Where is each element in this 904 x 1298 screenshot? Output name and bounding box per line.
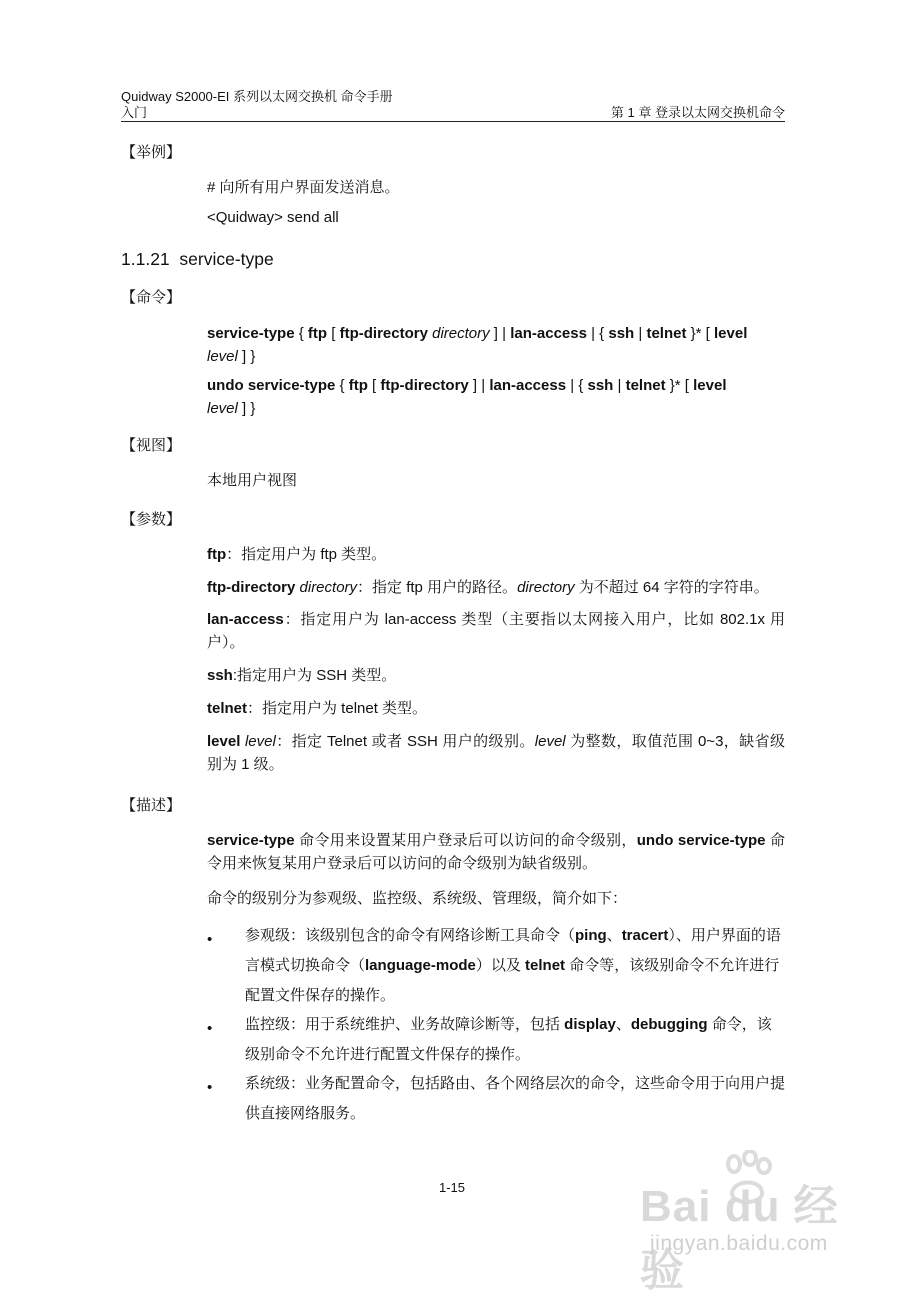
b1-t3: ）、用户界面的语言模式切换命令（	[245, 927, 781, 974]
cmd2-d: [	[367, 377, 381, 394]
cmd2-o: level	[693, 377, 727, 394]
desc-heading: 【描述】	[121, 797, 182, 814]
page-number: 1-15	[438, 1180, 466, 1195]
desc-paragraph-2: 命令的级别分为参观级、监控级、系统级、管理级，简介如下：	[207, 890, 628, 907]
cmd1-p: level	[207, 348, 238, 365]
param-ftpdir-text2: 为不超过 64 字符的字符串。	[574, 579, 769, 596]
b1-t2: 、	[606, 927, 622, 944]
bullet-icon: •	[207, 931, 213, 948]
watermark-logo: Bai du 经验	[640, 1182, 839, 1295]
cmd2-n: }* [	[665, 377, 694, 394]
cmd1-j: | {	[586, 325, 609, 342]
desc-paragraph-1	[207, 829, 785, 875]
header-subtitle: 入门	[121, 105, 148, 120]
cmd2-k: ssh	[587, 377, 614, 394]
b1-t1: 参观级：该级别包含的命令有网络诊断工具命令（	[245, 927, 576, 944]
b1-t4: ）以及	[475, 957, 526, 974]
section-title	[121, 248, 274, 270]
cmd2-l: |	[613, 377, 626, 394]
desc-text2: 命令用来恢复某用户登录后可以访问的命令级别为缺省级别。	[207, 832, 786, 872]
param-ftpdir-text1: ：指定 ftp 用户的路径。	[357, 579, 518, 596]
param-level-text2: 为整数，取值范围 0~3，缺省级别为 1 级。	[207, 733, 786, 773]
b2-t1: 监控级：用于系统维护、业务故障诊断等，包括	[245, 1016, 565, 1033]
cmd1-a: service-type	[207, 325, 295, 342]
cmd1-q: ] }	[237, 348, 256, 365]
command-heading: 【命令】	[121, 289, 182, 306]
param-ftp-text: ：指定用户为 ftp 类型。	[226, 546, 387, 563]
cmd1-b: {	[294, 325, 308, 342]
cmd2-e: ftp-directory	[380, 377, 469, 394]
param-ssh-text: :指定用户为 SSH 类型。	[232, 667, 397, 684]
section-number: 1.1.21	[121, 249, 170, 269]
cmd1-h: ] |	[489, 325, 511, 342]
param-level	[207, 730, 785, 776]
desc-bullet-1	[245, 921, 785, 1011]
cmd1-d: [	[327, 325, 340, 342]
b2-k1: display	[564, 1016, 616, 1033]
cmd1-l: |	[634, 325, 647, 342]
b2-t2: 、	[615, 1016, 631, 1033]
baidu-watermark	[640, 1150, 880, 1295]
param-level-arg: level	[244, 733, 276, 750]
b1-k1: ping	[575, 927, 607, 944]
param-level-key: level	[207, 733, 241, 750]
bullet-icon: •	[207, 1079, 213, 1096]
desc-text1: 命令用来设置某用户登录后可以访问的命令级别，	[294, 832, 637, 849]
cmd2-p: level	[207, 400, 238, 417]
cmd1-n: }* [	[686, 325, 715, 342]
param-ftp-key: ftp	[207, 546, 227, 563]
param-ssh	[207, 664, 785, 687]
b1-k3: language-mode	[365, 957, 476, 974]
bullet-icon: •	[207, 1020, 213, 1037]
desc-key1: service-type	[207, 832, 295, 849]
param-ssh-key: ssh	[207, 667, 233, 684]
cmd1-m: telnet	[646, 325, 687, 342]
watermark-url: jingyan.baidu.com	[650, 1232, 828, 1255]
param-lan-key: lan-access	[207, 611, 284, 628]
param-lan-access	[207, 608, 785, 654]
desc-key2: undo service-type	[636, 832, 766, 849]
param-ftpdir-arg2: directory	[517, 579, 575, 596]
param-telnet-text: ：指定用户为 telnet 类型。	[247, 700, 428, 717]
view-text: 本地用户视图	[207, 472, 298, 489]
param-ftpdir-arg: directory	[299, 579, 358, 596]
b2-t3: 命令，该级别命令不允许进行配置文件保存的操作。	[245, 1016, 772, 1063]
param-ftp-directory	[207, 576, 785, 599]
params-heading: 【参数】	[121, 511, 182, 528]
example-comment: # 向所有用户界面发送消息。	[207, 179, 400, 196]
param-telnet	[207, 697, 785, 720]
cmd2-q: ] }	[237, 400, 256, 417]
cmd1-i: lan-access	[510, 325, 587, 342]
param-level-text1: ：指定 Telnet 或者 SSH 用户的级别。	[275, 733, 535, 750]
cmd2-i: lan-access	[489, 377, 567, 394]
cmd1-e: ftp-directory	[339, 325, 428, 342]
header-title: Quidway S2000-EI 系列以太网交换机 命令手册	[121, 89, 393, 104]
cmd2-j: | {	[566, 377, 588, 394]
desc-bullet-2	[245, 1010, 785, 1070]
b1-t5: 命令等，该级别命令不允许进行配置文件保存的操作。	[245, 957, 780, 1004]
header-chapter: 第 1 章 登录以太网交换机命令	[610, 105, 785, 120]
param-lan-text: ：指定用户为 lan-access 类型（主要指以太网接入用户，比如 802.1x 用户）。	[207, 611, 785, 651]
example-heading: 【举例】	[121, 144, 182, 161]
b2-k2: debugging	[630, 1016, 708, 1033]
header-rule	[121, 121, 785, 122]
param-ftp	[207, 543, 785, 566]
param-ftpdir-key: ftp-directory	[207, 579, 296, 596]
cmd1-k: ssh	[608, 325, 635, 342]
undo-command-syntax	[207, 374, 785, 420]
section-name: service-type	[179, 249, 274, 269]
b1-k2: tracert	[621, 927, 669, 944]
cmd2-a: undo service-type	[207, 377, 336, 394]
cmd1-o: level	[714, 325, 748, 342]
cmd1-g: directory	[432, 325, 490, 342]
cmd2-m: telnet	[625, 377, 666, 394]
cmd2-h: ] |	[468, 377, 490, 394]
param-level-arg2: level	[534, 733, 566, 750]
b1-k4: telnet	[525, 957, 566, 974]
example-command: <Quidway> send all	[207, 209, 339, 226]
view-heading: 【视图】	[121, 437, 182, 454]
b3-t1: 系统级：业务配置命令，包括路由、各个网络层次的命令，这些命令用于向用户提供直接网络服务。	[245, 1075, 786, 1122]
param-telnet-key: telnet	[207, 700, 248, 717]
command-syntax	[207, 322, 785, 368]
cmd1-c: ftp	[307, 325, 328, 342]
cmd2-b: {	[335, 377, 349, 394]
desc-bullet-3	[245, 1069, 785, 1129]
cmd2-c: ftp	[348, 377, 368, 394]
